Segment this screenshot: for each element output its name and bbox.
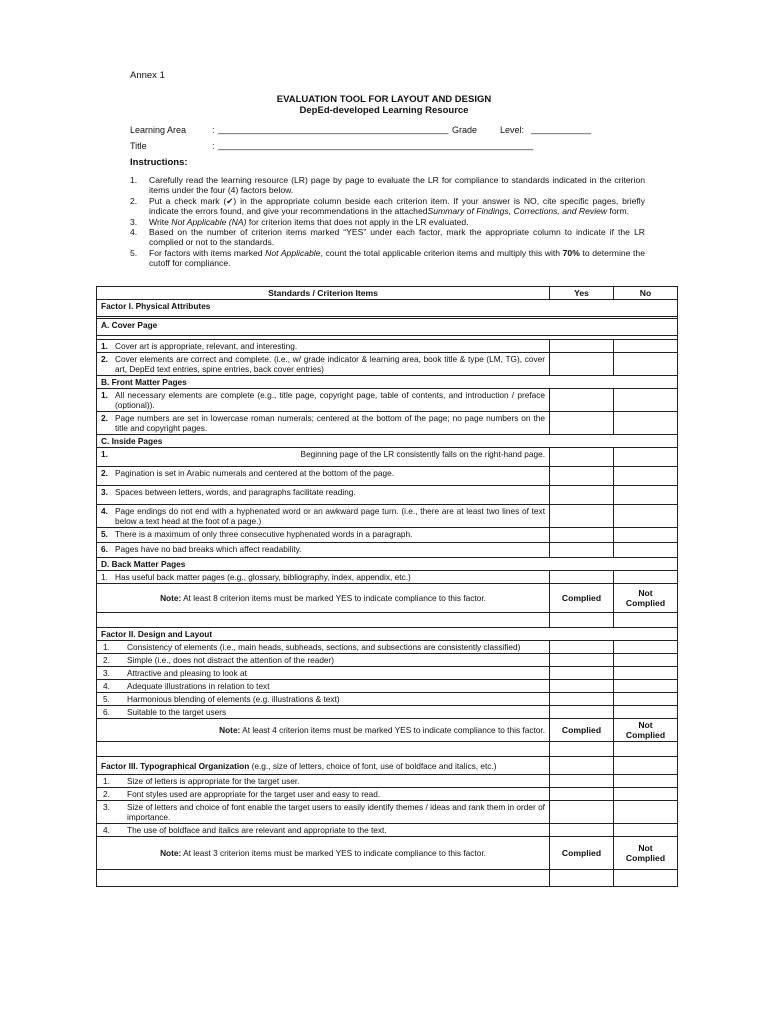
table-row: [97, 667, 678, 680]
criterion-item: [97, 448, 550, 467]
compliance-row: [97, 584, 678, 613]
criterion-text: Simple (i.e., does not distract the attention of the reader): [127, 655, 335, 665]
instruction-text: to determine the cutoff for compliance.: [149, 247, 645, 269]
instruction-text: Carefully read the learning resource (LR) page by page to evaluate the LR for compliance to standards indicated in the criterion items under the four (4) factors below.: [149, 175, 645, 196]
table-row: [97, 680, 678, 693]
criterion-text: There is a maximum of only three consecutive hyphenated words in a paragraph.: [115, 529, 413, 539]
criterion-number: 1.: [101, 341, 108, 351]
yes-cell[interactable]: [550, 412, 614, 435]
criterion-item: [97, 353, 550, 376]
criterion-item: [97, 412, 550, 435]
no-cell[interactable]: [614, 389, 678, 412]
no-cell[interactable]: [614, 505, 678, 528]
complied-cell[interactable]: [550, 613, 614, 628]
criterion-number: 2.: [101, 413, 108, 423]
criterion-number: 3.: [103, 802, 110, 812]
section-title: C. Inside Pages: [97, 435, 678, 448]
criterion-number: 2.: [103, 789, 110, 799]
instruction-number: 1.: [130, 175, 138, 185]
note-text: At least 8 criterion items must be marked YES to indicate compliance to this factor.: [181, 593, 486, 603]
criterion-item: [97, 467, 550, 486]
criterion-text: Pages have no bad breaks which affect readability.: [115, 544, 302, 554]
table-row: [97, 448, 678, 467]
factor-row: [97, 300, 678, 317]
factor-title-cell: [97, 757, 550, 775]
compliance-note: [97, 719, 550, 742]
criterion-text: Beginning page of the LR consistently falls on the right-hand page.: [300, 449, 545, 459]
no-cell[interactable]: [614, 667, 678, 680]
section-row: [97, 435, 678, 448]
section-row: [97, 376, 678, 389]
yes-cell[interactable]: [550, 693, 614, 706]
yes-cell[interactable]: [550, 571, 614, 584]
empty-cell: [550, 757, 614, 775]
criterion-number: 5.: [103, 694, 110, 704]
criterion-number: 2.: [103, 655, 110, 665]
complied-header: Complied: [550, 719, 614, 742]
title-colon: :: [212, 141, 215, 151]
criterion-item: [97, 641, 550, 654]
note-label: Note:: [160, 593, 182, 603]
no-cell[interactable]: [614, 801, 678, 824]
yes-cell[interactable]: [550, 641, 614, 654]
note-label: Note:: [160, 848, 182, 858]
yes-cell[interactable]: [550, 788, 614, 801]
yes-cell[interactable]: [550, 775, 614, 788]
criterion-text: Adequate illustrations in relation to text: [127, 681, 270, 691]
criterion-item: [97, 706, 550, 719]
criterion-item: [97, 801, 550, 824]
no-cell[interactable]: [614, 448, 678, 467]
empty-cell: [97, 742, 550, 757]
section-row: [97, 319, 678, 336]
yes-cell[interactable]: [550, 667, 614, 680]
table-row: [97, 505, 678, 528]
note-label: Note:: [219, 725, 241, 735]
table-row: [97, 528, 678, 543]
criterion-item: [97, 775, 550, 788]
table-row: [97, 389, 678, 412]
complied-cell[interactable]: [550, 870, 614, 887]
criterion-number: 2.: [101, 468, 108, 478]
instruction-emphasis: Summary of Findings, Corrections, and Review: [427, 206, 608, 217]
table-row: [97, 571, 678, 584]
not-complied-cell[interactable]: [614, 870, 678, 887]
instruction-item: [130, 217, 645, 227]
no-cell[interactable]: [614, 543, 678, 558]
instruction-emphasis: Not Applicable (NA): [171, 216, 247, 227]
instruction-text: , count the total applicable criterion items and multiply this with: [320, 247, 563, 258]
no-cell[interactable]: [614, 353, 678, 376]
table-row: [97, 412, 678, 435]
criterion-item: [97, 340, 550, 353]
criterion-item: [97, 667, 550, 680]
table-row: [97, 543, 678, 558]
table-row: [97, 340, 678, 353]
table-row: [97, 654, 678, 667]
criterion-item: [97, 824, 550, 837]
yes-cell[interactable]: [550, 680, 614, 693]
criterion-number: 6.: [101, 544, 108, 554]
criterion-number: 1.: [103, 642, 110, 652]
criterion-item: [97, 389, 550, 412]
instruction-item: [130, 248, 645, 269]
no-cell[interactable]: [614, 775, 678, 788]
note-text: At least 4 criterion items must be marked YES to indicate compliance to this factor.: [240, 725, 545, 735]
criterion-text: All necessary elements are complete (e.g., title page, copyright page, table of contents, and introduction / preface (optional)).: [115, 390, 545, 410]
column-header-no: No: [614, 287, 678, 300]
instruction-text: form.: [607, 206, 630, 217]
criterion-item: [97, 486, 550, 505]
table-row: [97, 706, 678, 719]
criterion-number: 4.: [101, 506, 108, 516]
criterion-number: 6.: [103, 707, 110, 717]
criterion-number: 3.: [101, 487, 108, 497]
document-title: EVALUATION TOOL FOR LAYOUT AND DESIGN: [276, 94, 492, 105]
table-row: [97, 486, 678, 505]
yes-cell[interactable]: [550, 389, 614, 412]
criterion-number: 1.: [103, 776, 110, 786]
criterion-item: [97, 543, 550, 558]
criterion-number: 3.: [103, 668, 110, 678]
yes-cell[interactable]: [550, 801, 614, 824]
instruction-text: Put a check mark (✔) in the appropriate column beside each criterion item. If your answer is NO, cite specific pages, briefly indicate the errors found, and give your recommendations in the attached: [149, 195, 645, 217]
criterion-number: 2.: [101, 354, 108, 364]
criterion-text: Page numbers are set in lowercase roman numerals; centered at the bottom of the page; no page numbers on the title and copyright pages.: [115, 413, 545, 433]
criterion-text: Spaces between letters, words, and paragraphs facilitate reading.: [115, 487, 356, 497]
instruction-text: Based on the number of criterion items marked “YES” under each factor, mark the appropriate column to indicate if the LR complied or not to the standards.: [149, 227, 645, 248]
criterion-number: 1.: [101, 449, 108, 459]
no-cell[interactable]: [614, 693, 678, 706]
table-row: [97, 467, 678, 486]
instruction-text: For factors with items marked: [149, 247, 266, 258]
empty-cell: [97, 870, 550, 887]
not-complied-header: Not Complied: [614, 584, 678, 613]
no-cell[interactable]: [614, 641, 678, 654]
criterion-text: Cover elements are correct and complete. (i.e., w/ grade indicator & learning area, book title & type (LM, TG), cover art, DepEd text entries, spine entries, back cover entries): [115, 354, 545, 374]
yes-cell[interactable]: [550, 448, 614, 467]
no-cell[interactable]: [614, 340, 678, 353]
instruction-item: [130, 175, 645, 196]
yes-cell[interactable]: [550, 706, 614, 719]
annex-label: Annex 1: [130, 70, 165, 81]
criterion-text: Size of letters and choice of font enable the target users to easily identify themes / ideas and rank them in order of importance.: [127, 802, 545, 822]
criterion-text: Suitable to the target users: [127, 707, 227, 717]
no-cell[interactable]: [614, 788, 678, 801]
instruction-item: [130, 227, 645, 248]
learning-area-label: Learning Area: [130, 125, 187, 135]
criterion-number: 4.: [103, 825, 110, 835]
instruction-item: [130, 196, 645, 217]
no-cell[interactable]: [614, 706, 678, 719]
criterion-text: Font styles used are appropriate for the target user and easy to read.: [127, 789, 381, 799]
not-complied-cell[interactable]: [614, 613, 678, 628]
factor-title-detail: (e.g., size of letters, choice of font, use of boldface and italics, etc.): [249, 761, 497, 771]
table-row: [97, 641, 678, 654]
note-text: At least 3 criterion items must be marked YES to indicate compliance to this factor.: [181, 848, 486, 858]
criterion-number: 5.: [101, 529, 108, 539]
instruction-text: Write: [149, 216, 172, 227]
criterion-item: [97, 788, 550, 801]
no-cell[interactable]: [614, 528, 678, 543]
yes-cell[interactable]: [550, 654, 614, 667]
instruction-bold: 70%: [562, 247, 580, 258]
no-cell[interactable]: [614, 680, 678, 693]
criterion-number: 1.: [101, 390, 108, 400]
instruction-emphasis: Not Applicable: [265, 247, 321, 258]
no-cell[interactable]: [614, 824, 678, 837]
complied-header: Complied: [550, 837, 614, 870]
table-row: [97, 693, 678, 706]
instruction-text: for criterion items that does not apply in the LR evaluated.: [246, 216, 469, 227]
criterion-text: Has useful back matter pages (e.g., glossary, bibliography, index, appendix, etc.): [115, 572, 411, 582]
not-complied-header: Not Complied: [614, 837, 678, 870]
title-field[interactable]: _______________________________________________________________: [218, 140, 534, 150]
criterion-text: Attractive and pleasing to look at: [127, 668, 247, 678]
no-cell[interactable]: [614, 467, 678, 486]
criterion-number: 1.: [101, 572, 108, 582]
instruction-number: 3.: [130, 216, 138, 227]
not-complied-header: Not Complied: [614, 719, 678, 742]
criterion-text: Cover art is appropriate, relevant, and interesting.: [115, 341, 298, 351]
factor-title: Factor III. Typographical Organization: [101, 761, 250, 771]
table-row: [97, 353, 678, 376]
criterion-item: [97, 680, 550, 693]
criterion-item: [97, 571, 550, 584]
document-subtitle: DepEd-developed Learning Resource: [299, 105, 469, 116]
empty-cell: [97, 613, 550, 628]
section-title: B. Front Matter Pages: [97, 376, 678, 389]
yes-cell[interactable]: [550, 505, 614, 528]
criterion-number: 4.: [103, 681, 110, 691]
criterion-item: [97, 693, 550, 706]
grade-label: Grade: [452, 125, 478, 135]
factor-title: Factor I. Physical Attributes: [97, 300, 678, 317]
compliance-row: [97, 837, 678, 870]
factor-title: Factor II. Design and Layout: [97, 628, 678, 641]
criterion-text: Pagination is set in Arabic numerals and centered at the bottom of the page.: [115, 468, 395, 478]
instruction-number: 4.: [130, 227, 138, 238]
section-row: [97, 558, 678, 571]
level-field[interactable]: ____________: [531, 124, 592, 134]
learning-area-field[interactable]: ______________________________________________: [218, 124, 449, 134]
instruction-number: 2.: [130, 195, 138, 206]
evaluation-table: [96, 286, 678, 887]
criterion-text: Harmonious blending of elements (e.g. illustrations & text): [127, 694, 340, 704]
compliance-mark-row: [97, 870, 678, 887]
title-label: Title: [130, 141, 147, 151]
criterion-text: Page endings do not end with a hyphenated word or an awkward page turn. (i.e., there are at least two lines of text below a text head at the foot of a page.): [115, 506, 545, 526]
table-row: [97, 801, 678, 824]
compliance-mark-row: [97, 742, 678, 757]
not-complied-cell[interactable]: [614, 742, 678, 757]
complied-header: Complied: [550, 584, 614, 613]
compliance-mark-row: [97, 613, 678, 628]
yes-cell[interactable]: [550, 467, 614, 486]
column-header-standards: Standards / Criterion Items: [97, 287, 550, 300]
empty-cell: [614, 757, 678, 775]
section-title: A. Cover Page: [97, 319, 678, 336]
yes-cell[interactable]: [550, 543, 614, 558]
learning-area-colon: :: [212, 125, 215, 135]
criterion-text: Consistency of elements (i.e., main heads, subheads, sections, and subsections are consistently classified): [127, 642, 521, 652]
level-label: Level:: [500, 125, 525, 135]
yes-cell[interactable]: [550, 528, 614, 543]
yes-cell[interactable]: [550, 824, 614, 837]
criterion-item: [97, 654, 550, 667]
table-row: [97, 775, 678, 788]
compliance-note: [97, 584, 550, 613]
section-title: D. Back Matter Pages: [97, 558, 678, 571]
compliance-note: [97, 837, 550, 870]
factor-row: [97, 757, 678, 775]
no-cell[interactable]: [614, 571, 678, 584]
instructions-list: [130, 175, 645, 269]
instructions-heading: Instructions:: [130, 157, 188, 168]
no-cell[interactable]: [614, 412, 678, 435]
no-cell[interactable]: [614, 654, 678, 667]
column-header-yes: Yes: [550, 287, 614, 300]
no-cell[interactable]: [614, 486, 678, 505]
factor-row: [97, 628, 678, 641]
criterion-item: [97, 528, 550, 543]
compliance-row: [97, 719, 678, 742]
instruction-number: 5.: [130, 247, 138, 258]
criterion-text: The use of boldface and italics are relevant and appropriate to the text.: [127, 825, 387, 835]
table-row: [97, 824, 678, 837]
table-row: [97, 788, 678, 801]
yes-cell[interactable]: [550, 486, 614, 505]
criterion-text: Size of letters is appropriate for the target user.: [127, 776, 300, 786]
complied-cell[interactable]: [550, 742, 614, 757]
table-header-row: [97, 287, 678, 300]
criterion-item: [97, 505, 550, 528]
yes-cell[interactable]: [550, 353, 614, 376]
yes-cell[interactable]: [550, 340, 614, 353]
